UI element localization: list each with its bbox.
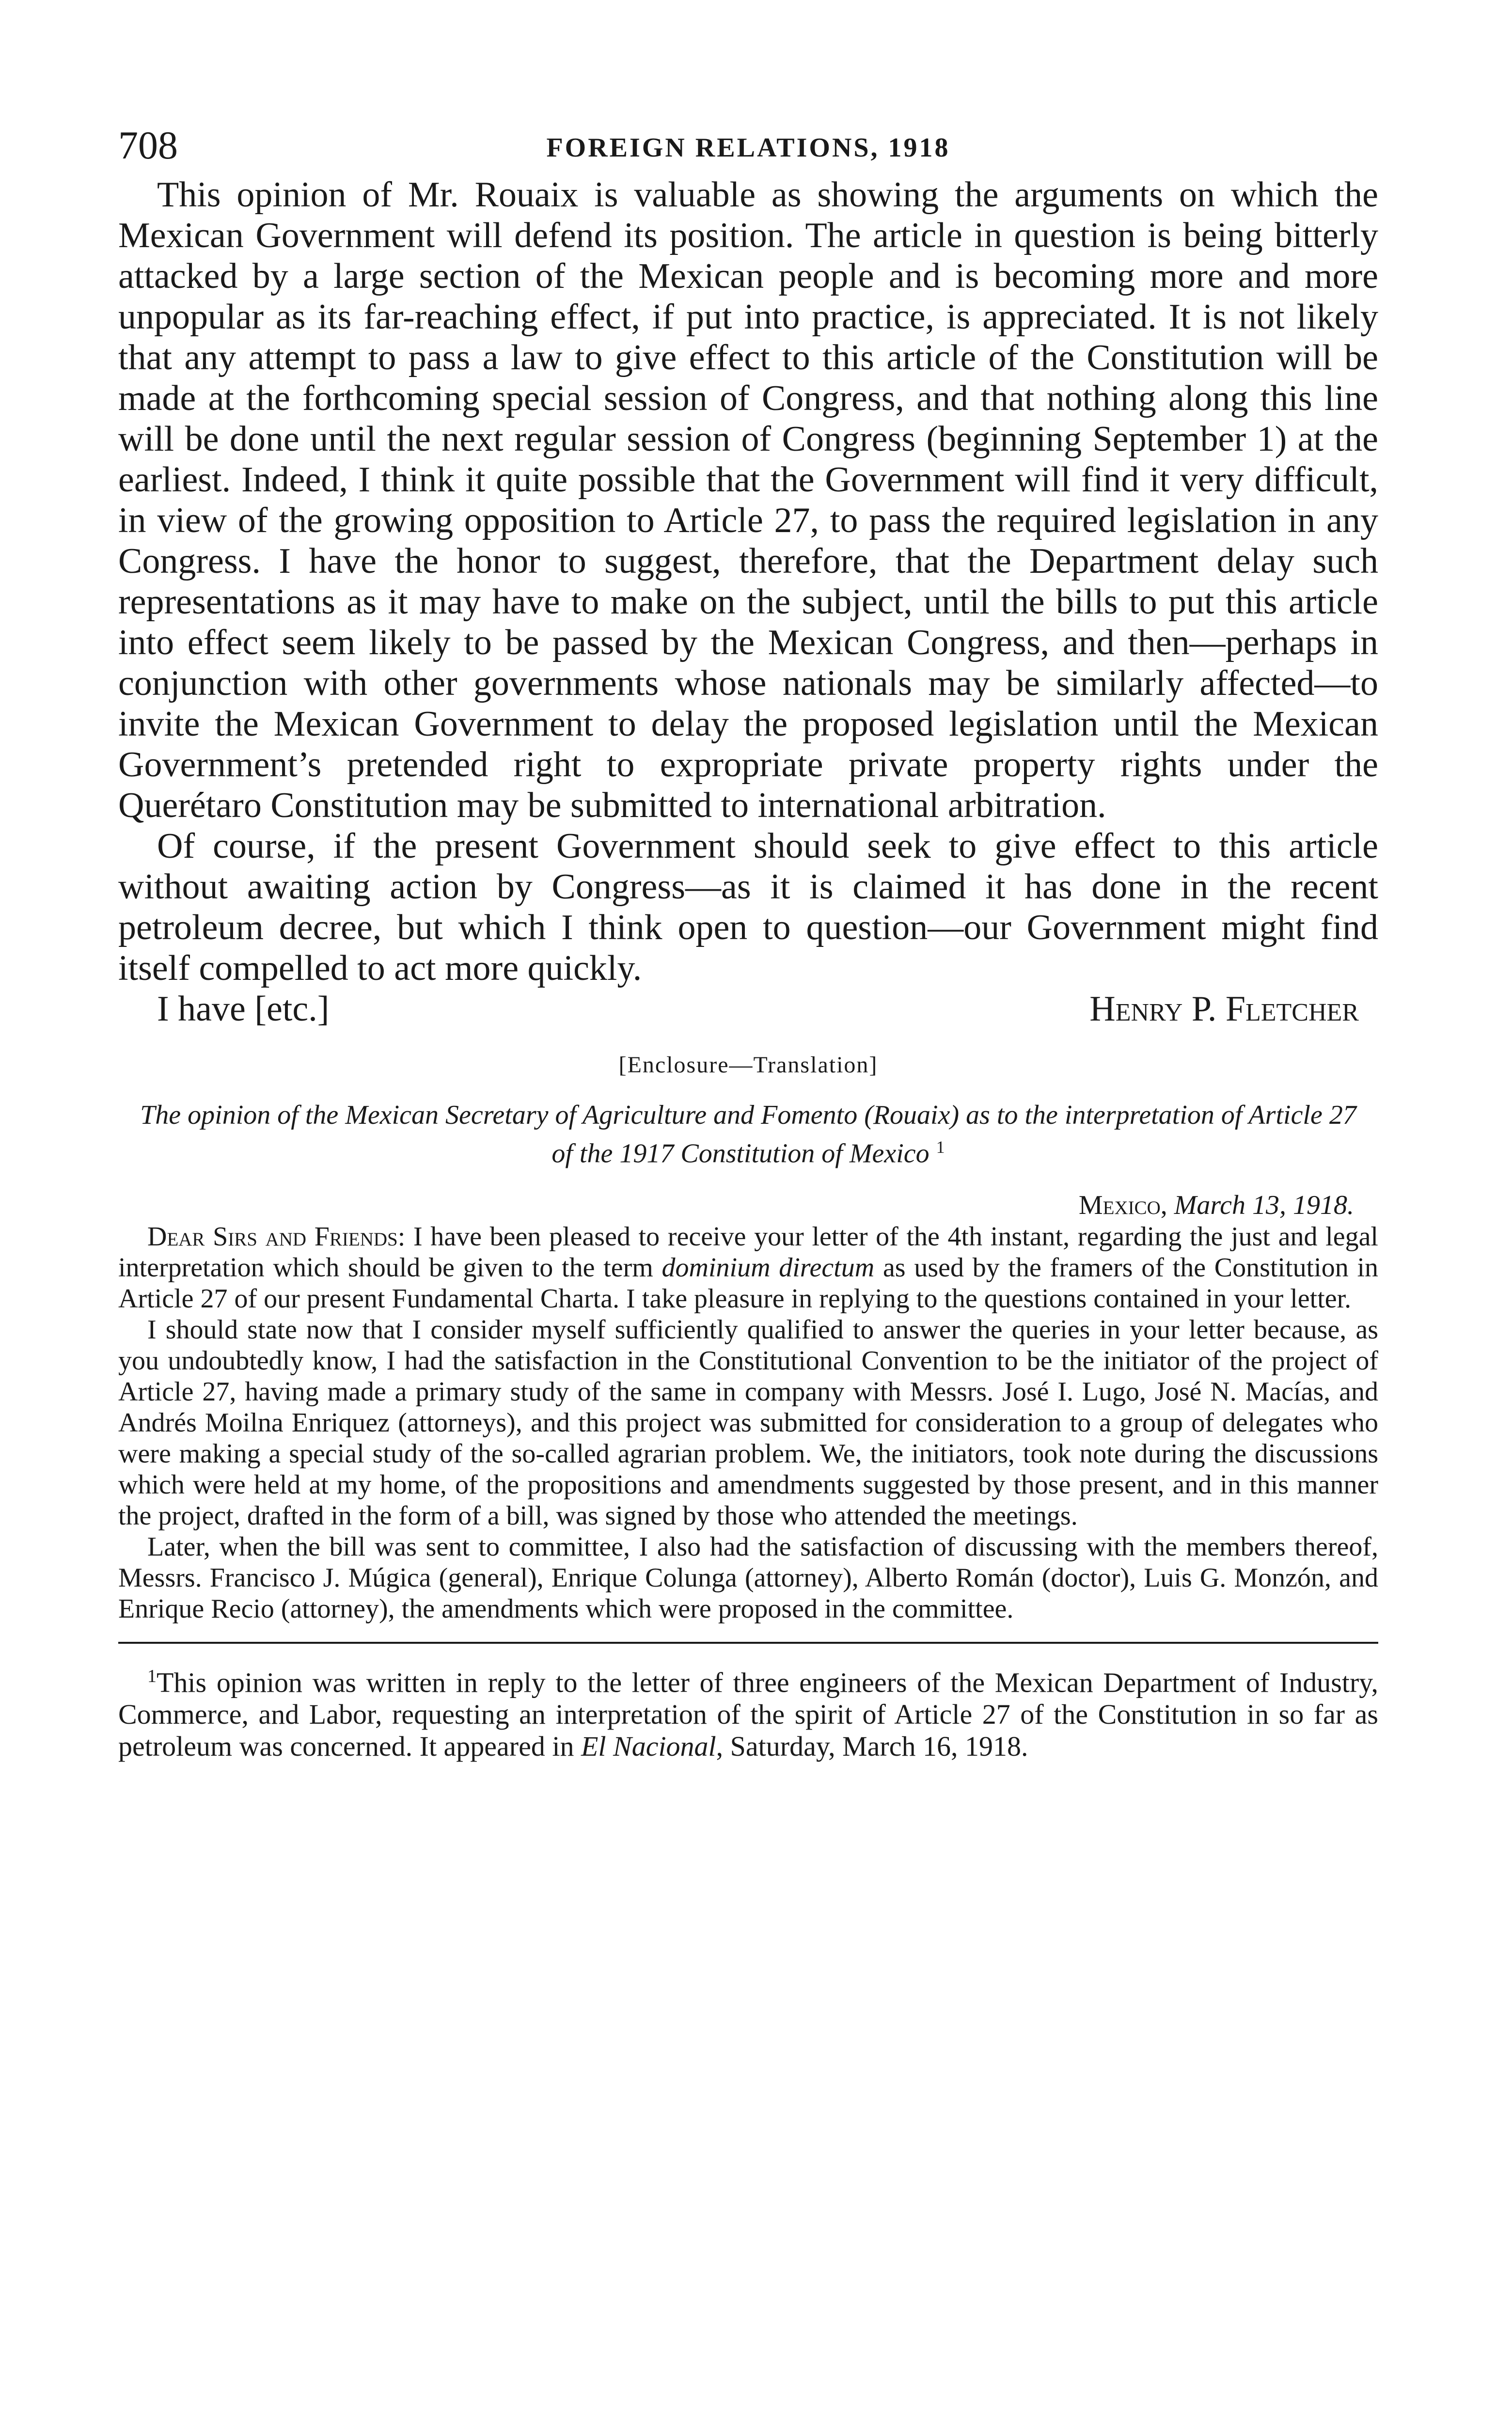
letter-paragraph-1-b: as used by the framers of the Constitution in Article 27 of our present Fundamental Charta. I take pleasure in replying to the questions contained in your letter. xyxy=(118,1252,1379,1314)
footnote xyxy=(118,1660,1378,1762)
signoff xyxy=(118,989,1378,1031)
footnote-marker: 1 xyxy=(147,1666,157,1686)
letter-paragraph-1 xyxy=(118,1221,1378,1314)
letter-paragraph-2: I should state now that I consider myself sufficiently qualified to answer the queries in your letter because, as you undoubtedly know, I had the satisfaction in the Constitutional Convention to be the initiator of the project of Article 27, having made a primary study of the same in company with Messrs. José I. Lugo, José N. Macías, and Andrés Moilna Enriquez (attorneys), and this project was submitted for consideration to a group of delegates who were making a special study of the so-called agrarian problem. We, the initiators, took note during the discussions which were held at my home, of the propositions and amendments suggested by those present, and in this manner the project, drafted in the form of a bill, was signed by those who attended the meetings. xyxy=(118,1314,1378,1531)
letter-paragraph-1-a: I have been pleased to receive your letter of the 4th instant, regarding the just and legal interpretation which should be given to the term xyxy=(118,1221,1378,1283)
closing: I have [etc.] xyxy=(157,989,330,1029)
signature: Henry P. Fletcher xyxy=(1089,989,1359,1029)
dispatch-body xyxy=(118,174,1378,989)
running-head xyxy=(118,121,1378,174)
footnote-text-b: , Saturday, March 16, 1918. xyxy=(716,1730,1028,1762)
footnote-reference: 1 xyxy=(936,1137,945,1157)
newspaper-name: El Nacional xyxy=(581,1730,716,1762)
dateline xyxy=(118,1189,1378,1221)
dispatch-paragraph-1: This opinion of Mr. Rouaix is valuable as showing the arguments on which the Mexican Government will defend its position. The article in question is being bitterly attacked by a large section of the Mexican people and is becoming more and more unpopular as its far-reaching effect, if put into practice, is appreciated. It is not likely that any attempt to pass a law to give effect to this article of the Constitution will be made at the forthcoming special session of Congress, and that nothing along this line will be done until the next regular session of Congress (beginning September 1) at the earliest. Indeed, I think it quite possible that the Government will find it very difficult, in view of the growing opposition to Article 27, to pass the required legislation in any Congress. I have the honor to suggest, therefore, that the Department delay such representations as it may have to make on the subject, until the bills to put this article into effect seem likely to be passed by the Mexican Congress, and then—perhaps in conjunction with other governments whose nationals may be similarly affected—to invite the Mexican Government to delay the proposed legislation until the Mexican Government’s pretended right to expropriate private property rights under the Querétaro Constitution may be submitted to international arbitration. xyxy=(118,175,1378,825)
dateline-date: March 13, 1918. xyxy=(1174,1190,1354,1220)
footnote-rule xyxy=(118,1642,1378,1644)
document-page xyxy=(118,121,1378,1762)
page-number: 708 xyxy=(118,123,178,167)
salutation: Dear Sirs and Friends: xyxy=(147,1221,406,1252)
enclosure-title-text: The opinion of the Mexican Secretary of Agriculture and Fomento (Rouaix) as to the interpretation of Article 27 of the 1917 Constitution of Mexico xyxy=(140,1100,1356,1169)
dateline-place: Mexico, xyxy=(1078,1190,1167,1220)
running-title: FOREIGN RELATIONS, 1918 xyxy=(546,133,950,163)
enclosure-label: [Enclosure—Translation] xyxy=(618,1052,878,1078)
footnote-text-a: This opinion was written in reply to the letter of three engineers of the Mexican Department of Industry, Commerce, and Labor, requesting an interpretation of the spirit of Article 27 of the Constitution in so far as petroleum was concerned. It appeared in xyxy=(118,1666,1378,1762)
latin-term: dominium directum xyxy=(662,1252,875,1283)
footnote-paragraph xyxy=(118,1660,1378,1762)
letter-body xyxy=(118,1221,1378,1624)
letter-paragraph-3: Later, when the bill was sent to committee, I also had the satisfaction of discussing with the members thereof, Messrs. Francisco J. Múgica (general), Enrique Colunga (attorney), Alberto Román (doctor), Luis G. Monzón, and Enrique Recio (attorney), the amendments which were proposed in the committee. xyxy=(118,1531,1378,1624)
dispatch-paragraph-2: Of course, if the present Government should seek to give effect to this article without awaiting action by Congress—as it is claimed it has done in the recent petroleum decree, but which I think open to question—our Government might find itself compelled to act more quickly. xyxy=(118,826,1378,988)
enclosure-title xyxy=(118,1099,1378,1170)
